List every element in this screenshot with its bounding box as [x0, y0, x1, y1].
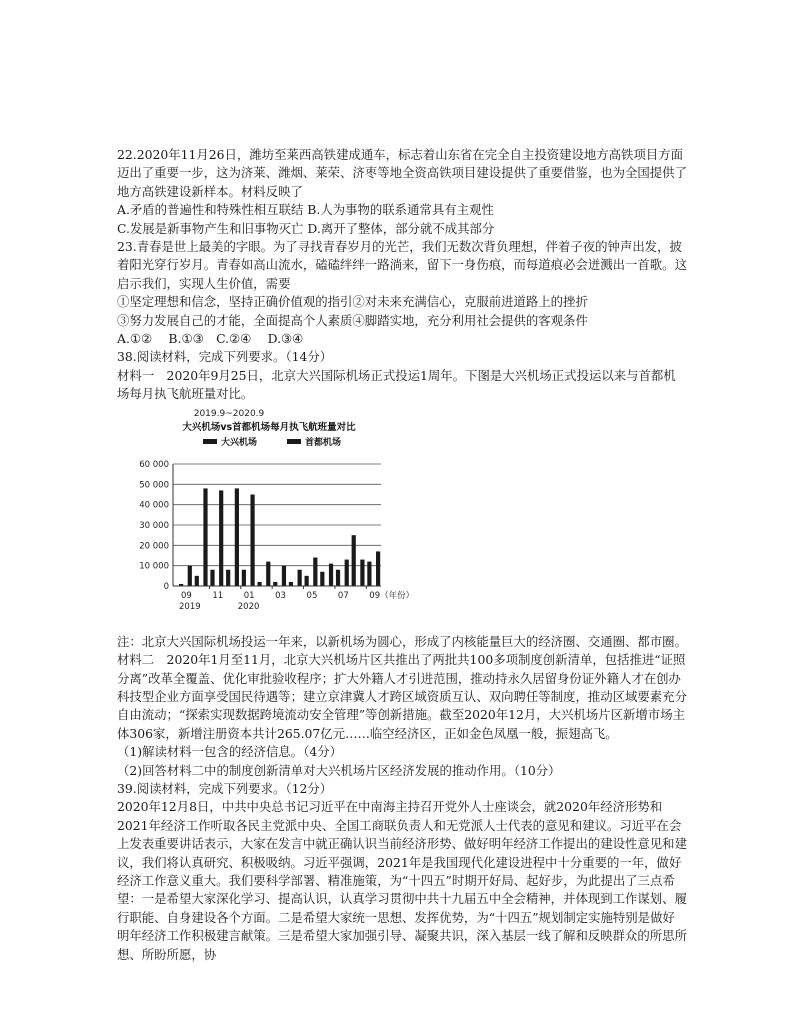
- q38-material1: 材料一 2020年9月25日，北京大兴国际机场正式投运1周年。下图是大兴机场正式投运以来与首都机场每月执飞航班量对比。: [117, 367, 676, 402]
- y-tick-label: 50 000: [139, 480, 169, 491]
- x-tick-label: 09: [181, 590, 192, 601]
- q38-requirement-1: （1)解读材料一包含的经济信息。（4分）: [117, 744, 343, 760]
- bar-daxing-2020-01: [242, 569, 246, 585]
- bar-daxing-2020-09: [367, 561, 371, 585]
- bar-capital-2019-10: [203, 488, 207, 586]
- y-tick-label: 0: [163, 581, 169, 592]
- bar-capital-2020-03: [282, 565, 286, 585]
- q23-items-34: ③努力发展自己的才能，全面提高个人素质④脚踏实地，充分利用社会提供的客观条件: [117, 312, 588, 328]
- y-tick-label: 30 000: [139, 520, 169, 531]
- x-tick-label: 09（年份）: [369, 590, 415, 601]
- bar-daxing-2020-03: [273, 582, 277, 586]
- y-tick-label: 20 000: [139, 541, 169, 552]
- bar-daxing-2020-06: [320, 571, 324, 585]
- bar-capital-2020-04: [298, 569, 302, 585]
- bar-capital-2020-09: [376, 551, 380, 586]
- q23-stem: 23.青春是世上最美的字眼。为了寻找青春岁月的光芒，我们无数次背负理想，伴着子夜的钟声出发，披着阳光穿行岁月。青春如高山流水，磕磕绊绊一路淌来，留下一身伤痕，而每道痕必会迸溅出一首歌。这启示我们，实现人生价值，需要: [117, 239, 687, 291]
- bar-daxing-2019-10: [195, 576, 199, 586]
- legend-label-daxing: 大兴机场: [221, 437, 258, 448]
- chart-svg: [119, 406, 415, 631]
- x-tick-label: 01: [243, 590, 255, 601]
- flight-comparison-chart: [119, 406, 415, 631]
- legend-swatch-daxing: [203, 439, 217, 444]
- chart-subtitle-period: 2019.9~2020.9: [193, 408, 265, 419]
- bar-daxing-2019-11: [210, 569, 214, 585]
- bar-daxing-2020-07: [336, 569, 340, 585]
- legend-label-capital: 首都机场: [305, 437, 342, 448]
- x-tick-label: 07: [337, 590, 349, 601]
- x-tick-label: 11: [212, 590, 224, 601]
- x-tick-label: 03: [275, 590, 286, 601]
- y-tick-label: 10 000: [139, 561, 169, 572]
- y-tick-label: 40 000: [139, 500, 169, 511]
- bar-capital-2020-08: [360, 559, 364, 585]
- bar-capital-2019-11: [219, 490, 223, 586]
- q22-options-cd: C.发展是新事物产生和旧事物灭亡 D.离开了整体，部分就不成其部分: [117, 220, 495, 236]
- y-tick-label: 60 000: [139, 459, 169, 470]
- q39-heading: 39.阅读材料，完成下列要求。（12分）: [117, 780, 333, 796]
- q23-items-12: ①坚定理想和信念，坚持正确价值观的指引②对未来充满信心，克服前进道路上的挫折: [117, 294, 588, 310]
- bar-daxing-2019-12: [226, 569, 230, 585]
- year-label-2019: 2019: [179, 601, 201, 612]
- bar-daxing-2020-08: [352, 535, 356, 586]
- bar-capital-2019-09: [188, 565, 192, 585]
- bar-capital-2020-02: [266, 561, 270, 585]
- q39-body: 2020年12月8日，中共中央总书记习近平在中南海主持召开党外人士座谈会，就2020年经济形势和2021年经济工作听取各民主党派中央、全国工商联负责人和无党派人士代表的意见和建议。习近平在会上发表重要讲话表示，大家在发言中就正确认识当前经济形势、做好明年经济工作提出的建设性意见和建议，我们将认真研究、积极吸纳。习近平强调，2021年是我国现代化建设进程中十分重要的一年，做好经济工作意义重大。我们要科学部署、精准施策，为“十四五”时期开好局、起好步，为此提出了三点希望：一是希望大家深化学习、提高认识，认真学习贯彻中共十九届五中全会精神，并体现到工作谋划、履行职能、自身建设各个方面。二是希望大家统一思想、发挥优势，为“十四五”规划制定实施特别是做好明年经济工作积极建言献策。三是希望大家加强引导、凝聚共识，深入基层一线了解和反映群众的所思所想、所盼所愿，协: [117, 799, 687, 962]
- q22-options-ab: A.矛盾的普遍性和特殊性相互联结 B.人为事物的联系通常具有主观性: [117, 202, 494, 218]
- q38-requirement-2: （2)回答材料二中的制度创新清单对大兴机场片区经济发展的推动作用。（10分）: [117, 762, 561, 778]
- q38-heading: 38.阅读材料，完成下列要求。（14分）: [117, 349, 333, 365]
- legend-swatch-capital: [287, 439, 301, 444]
- bar-daxing-2020-04: [289, 582, 293, 586]
- bar-capital-2020-07: [345, 559, 349, 585]
- q22-stem: 22.2020年11月26日，潍坊至莱西高铁建成通车，标志着山东省在完全自主投资建设地方高铁项目方面迈出了重要一步，这为济莱、潍烟、莱荣、济枣等地全资高铁项目建设提供了重要借鉴，也为全国提供了地方高铁建设新样本。材料反映了: [117, 147, 687, 199]
- document-page: [117, 146, 687, 964]
- bar-daxing-2020-05: [305, 576, 309, 586]
- year-label-2020: 2020: [237, 601, 260, 612]
- bar-capital-2020-06: [329, 563, 333, 585]
- chart-title: 大兴机场vs首都机场每月执飞航班量对比: [182, 421, 356, 433]
- bar-daxing-2020-02: [257, 582, 261, 586]
- bar-capital-2020-05: [313, 557, 317, 585]
- x-tick-label: 05: [306, 590, 318, 601]
- q23-choices: A.①② B.①③ C.②④ D.③④: [117, 331, 304, 347]
- q38-material2: 材料二 2020年1月至11月，北京大兴机场片区共推出了两批共100多项制度创新清单，包括推进“证照分离”改革全覆盖、优化审批验收程序；扩大外籍人才引进范围，推动持永久居留身份证外籍人才在创办科技型企业方面享受国民待遇等；建立京津冀人才跨区域资质互认、双向聘任等制度，推动区域要素充分自由流动；“探索实现数据跨境流动安全管理”等创新措施。截至2020年12月，大兴机场片区新增市场主体306家，新增注册资本共计265.07亿元……临空经济区，正如金色凤凰一般，振翅高飞。: [117, 652, 687, 741]
- q38-note: 注：北京大兴国际机场投运一年来，以新机场为圆心，形成了内核能量巨大的经济圈、交通圈、都市圈。: [117, 633, 687, 649]
- chart-legend: [203, 436, 341, 448]
- bar-capital-2020-01: [250, 494, 254, 586]
- bar-capital-2019-12: [235, 488, 239, 586]
